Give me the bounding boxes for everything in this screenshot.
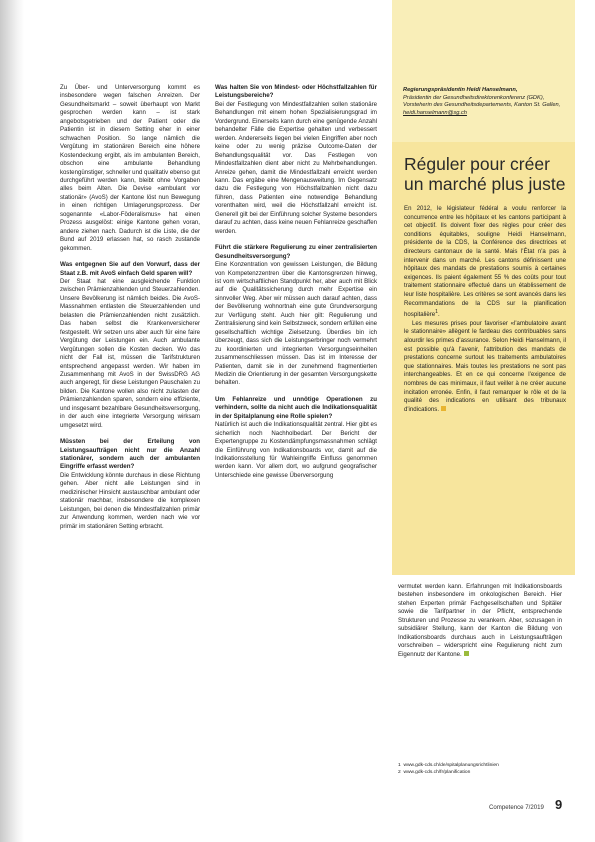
paragraph: Eine Konzentration von gewissen Leistungen, die Bildung von Kompetenzzentren über die Kantonsgrenzen hinweg, ist vom wirtschaftlichen Standpunkt her, aber auch mit Blick auf die Qualitätssicherung durch mehr Expertise ein sinnvoller Weg. Aber wir müssen auch darauf achten, dass der Bevölkerung wohnortnah eine gute Grundversorgung zur Verfügung steht. Auch hier gilt: Regulierung und Zentralisierung sind kein Selbstzweck, sondern erfüllen eine gesellschaftlich wichtige Zielsetzung. Überdies bin ich überzeugt, dass sich die Leistungserbringer noch vermehrt zu koordinierten und integrierten Versorgungseinheiten zusammenschliessen müssen. Das ist im Interesse der Patienten, damit sie in der zunehmend fragmentierten Medizin die Orientierung in der gesamten Versorgungskette behalten. (215, 261, 377, 387)
article-column-2 (215, 84, 377, 480)
paragraph: Zu Über- und Unterversorgung kommt es insbesondere wegen falschen Anreizen. Der Gesundheitsmarkt – soweit überhaupt von Markt gesprochen werden kann – ist stark angebotsgetrieben und der Patient oder die Patientin ist in diesem Setting eher in einer schwachen Position. So lange nämlich die Vergütung im stationären Bereich eine höhere Kostendeckung ergibt, als im ambulanten Bereich, obschon eine ambulante Behandlung kostengünstiger, schneller und qualitativ ebenso gut durchgeführt werden kann, bleibt ohne Vorgaben alles beim Alten. Die Devise «ambulant vor stationär» (AvoS) der Kantone löst nun Bewegung in einen richtigen Umlagerungsprozess. Der sogenannte «Labor-Föderalismus» hat einen Prozess ausgelöst: einige Kantone gehen voran, andere ziehen nach. Dadurch ist die Liste, die der Bund auf 2019 erlassen hat, so rasch zustande gekommen. (60, 84, 200, 252)
page-number: 9 (555, 797, 563, 812)
french-summary-box (392, 0, 575, 575)
footnote-link[interactable]: www.gdk-cds.ch/de/spitalplanungsrichtlinien (403, 763, 499, 768)
paragraph: vermutet werden kann. Erfahrungen mit Indikationsboards bestehen insbesondere im onkologischen Bereich. Hier stehen Experten primär Fachgesellschaften und Spitäler sowie die Tarifpartner in der Pflicht, entsprechende Strukturen und Prozesse zu verankern. Aber, sozusagen in subsidiärer Stellung, kann der Kanton die Bildung von Indikationsboards durchaus auch in Leistungsaufträgen vorschreiben – widerspricht eine Regulierung nicht zum Eigennutz der Kantone. (398, 583, 562, 658)
footnote-ref: 1 (435, 309, 438, 316)
interview-question: Was entgegnen Sie auf den Vorwurf, dass der Staat z.B. mit AvoS einfach Geld sparen will? (60, 261, 200, 277)
author-role: Präsidentin der Gesundheitsdirektorenkonferenz (GDK), Vorsteherin des Gesundheitsdepartements, Kanton St. Gallen (403, 94, 559, 109)
page-gutter-shadow (0, 0, 24, 842)
article-column-3 (398, 583, 562, 659)
summary-title: Réguler pour créer un marché plus juste (404, 154, 566, 194)
interview-question: Führt die stärkere Regulierung zu einer zentralisierten Gesundheitsversorgung? (215, 244, 377, 260)
interview-question: Um Fehlanreize und unnötige Operationen zu verhindern, sollte da nicht auch die Indikationsqualität in der Spitalplanung eine Rolle spielen? (215, 395, 377, 420)
summary-body: En 2012, le législateur fédéral a voulu renforcer la concurrence entre les hôpitaux et les cantons participant à cet objectif. Ils doivent fixer des règles pour créer des conditions équitables, souligne Heidi Hanselmann, présidente de la CDS, la Conférence des directrices et directeurs cantonaux de la santé. Mais l'État n'a pas à intervenir dans un marché. Les cantons définissent une hôpitaux des mandats de prestations soumis à certaines exigences. Ils paient également 55 % des coûts pour tout traitement stationnaire effectué dans un établissement de leur liste hospitalière. Les critères se sont avancés dans les Recommandations de la CDS sur la planification hospitalière$^1$. Les mesures prises pour favoriser «l'ambulatoire avant le stationnaire» allègent le fardeau des contribuables sans alourdir les primes d'assurance. Selon Heidi Hanselmann, il est possible qu'à l'avenir, l'attribution des mandats de prestations concerne surtout les traitements ambulatoires que stationnaires. Mais toutes les prestations ne sont pas interchangeables. Et en ce qui concerne l'exigence de nombres de cas minimaux, il faut veiller à ne créer aucune incitation erronée. Enfin, il faut remarquer le rôle et de la qualité des indications en utilisant des tribunaux d'indications. (404, 205, 566, 413)
photo-area (392, 0, 575, 142)
footnote-link[interactable]: www.gdk-cds.ch/fr/planification (403, 770, 471, 775)
footnote-number: 2 (398, 770, 401, 775)
paragraph: Bei der Festlegung von Mindestfallzahlen sollen stationäre Behandlungen mit einem hohen Spezialisierungsgrad im Vordergrund. Einerseits kann durch eine genügende Anzahl behandelter Fälle die Expertise gehalten und verbessert werden. Andererseits liegen bei vielen Eingriffen aber noch keine oder zu wenig präzise Outcome-Daten der Behandlungsqualität vor. Das Festlegen von Mindestfallzahlen dient aber nicht zu Mehrbehandlungen. Anreize gehen, damit die Mindestfallzahl erreicht werden kann. Das ergäbe eine Mengenausweitung. Im Gegensatz dazu die Festlegung von Höchstfallzahlen nicht dazu führen, dass Patienten eine notwendige Behandlung vorenthalten wird, weil die Höchstfallzahl erreicht ist. Generell gilt bei der Einführung solcher Systeme besonders darauf zu achten, dass keine neuen Fehlanreize geschaffen werden. (215, 100, 377, 235)
interview-question: Was halten Sie von Mindest- oder Höchstfallzahlen für Leistungsbereiche? (215, 84, 377, 100)
paragraph: Die Entwicklung könnte durchaus in diese Richtung gehen. Aber nicht alle Leistungen sind in medizinischer Hinsicht austauschbar ambulant oder stationär machbar, insbesondere die komplexen Leistungen, bei denen die Mindestfallzahlen primär zur Anwendung kommen, werden nach wie vor primär im stationären Setting erbracht. (60, 471, 200, 530)
footnote-number: 1 (398, 763, 401, 768)
author-email-link[interactable]: heidi.hanselmann@sg.ch (403, 109, 467, 116)
article-column-1 (60, 84, 200, 531)
paragraph: En 2012, le législateur fédéral a voulu renforcer la concurrence entre les hôpitaux et les cantons participant à cet objectif. Ils doivent fixer des règles pour créer des conditions équitables, souligne Heidi Hanselmann, présidente de la CDS, la Conférence des directrices et directeurs cantonaux de la santé. Mais l'État n'a pas à intervenir dans un marché. Les cantons définissent une hôpitaux des mandats de prestations soumis à certaines exigences. Ils paient également 55 % des coûts pour tout traitement stationnaire effectué dans un établissement de leur liste hospitalière. Les critères se sont avancés dans les Recommandations de la CDS sur la planification hospitalière (404, 205, 566, 319)
paragraph: Natürlich ist auch die Indikationsqualität zentral. Hier gibt es sicherlich noch Nachholbedarf. Der Bericht der Expertengruppe zu Kostendämpfungsmassnahmen schlägt die Einführung von Indikationsboards vor, damit auf die Indikationsstellung für Wahleingriffe Einfluss genommen werden kann. Vor allem dort, wo aufgrund geografischer Unterschiede eine gewisse Überversorgung (215, 421, 377, 479)
paragraph: Les mesures prises pour favoriser «l'ambulatoire avant le stationnaire» allègent le fardeau des contribuables sans alourdir les primes d'assurance. Selon Heidi Hanselmann, il est possible qu'à l'avenir, l'attribution des mandats de prestations concerne surtout les traitements ambulatoires que stationnaires. Mais toutes les prestations ne sont pas interchangeables. Et en ce qui concerne l'exigence de nombres de cas minimaux, il faut veiller à ne créer aucune incitation erronée. Enfin, il faut remarquer le rôle et de la qualité des indications en utilisant des tribunaux d'indications. (404, 319, 566, 413)
interview-question: Müssten bei der Erteilung von Leistungsaufträgen nicht nur die Anzahl stationärer, sondern auch der ambulanten Eingriffe erfasst werden? (60, 438, 200, 471)
paragraph: Der Staat hat eine ausgleichende Funktion zwischen Prämienzahlenden und Steuerzahlenden. Unsere Bevölkerung ist nämlich beides. Die AvoS-Massnahmen entlasten die Steuerzahlenden und belasten die Prämienzahlenden nicht zusätzlich. Das haben selbst die Krankenversicherer festgestellt. Wir setzen uns aber auch für eine faire Vergütung der Leistungen ein. Auch ambulante Vergütungen sollen die Kosten decken. Wo das nicht der Fall ist, müssen die Tarifstrukturen entsprechend angepasst werden. Wir haben im Zusammenhang mit AvoS in der SwissDRG AG auch angeregt, für diese Leistungen Pauschalen zu bilden. Die Kantone wollen also nicht zulasten der Prämienzahlenden sparen, sondern eine effiziente, und insgesamt bezahlbare Gesundheitsversorgung, in der auch eine integrierte Versorgung wirksam umgesetzt wird. (60, 277, 200, 429)
journal-issue: Competence 7/2019 (489, 804, 544, 811)
end-mark-icon (464, 651, 469, 656)
end-mark-icon (441, 406, 446, 411)
footnotes (398, 762, 563, 776)
author-bio: Regierungspräsidentin Heidi Hanselmann, Präsidentin der Gesundheitsdirektorenkonferenz (GDK), Vorsteherin des Gesundheitsdepartements, Kanton St. Gallen, heidi.hanselmann@sg.ch (403, 87, 561, 116)
author-name: Regierungspräsidentin Heidi Hanselmann, (403, 87, 518, 93)
